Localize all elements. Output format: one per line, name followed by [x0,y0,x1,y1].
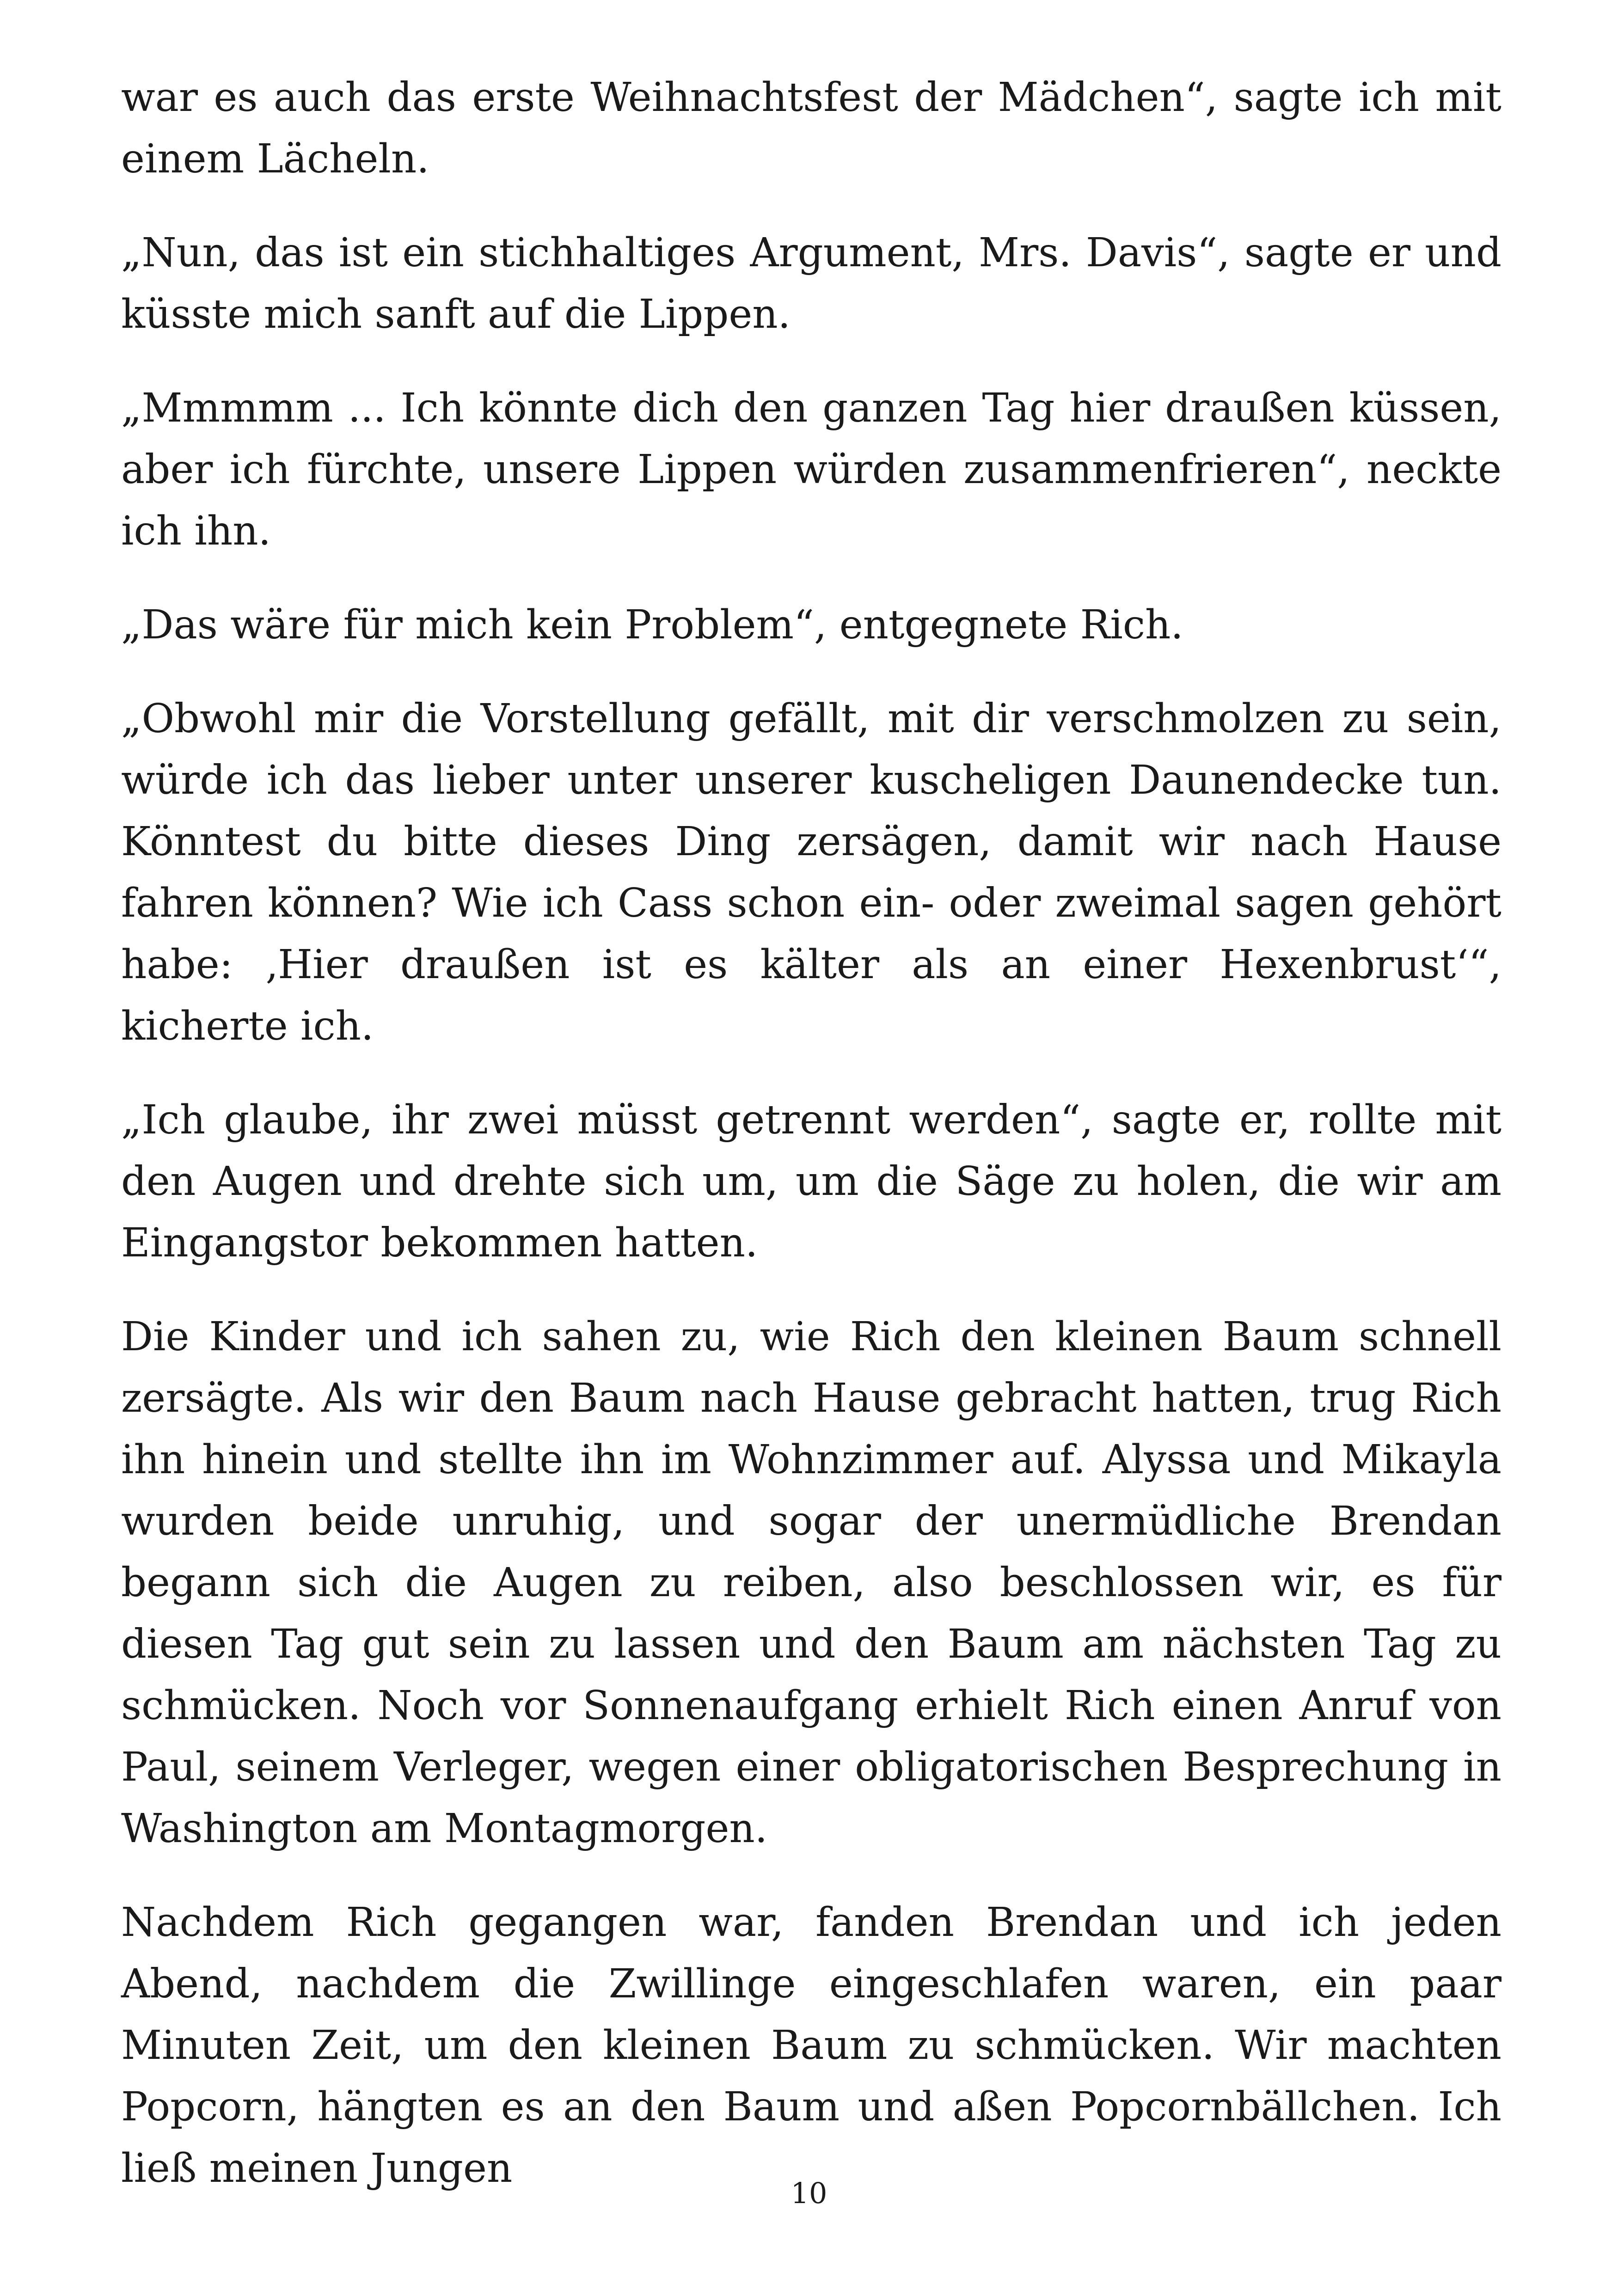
paragraph-4: „Das wäre für mich kein Problem“, entgegnete Rich. [121,602,1183,648]
paragraph-5: „Obwohl mir die Vorstellung gefällt, mit dir verschmolzen zu sein, würde ich das lieber unter unserer kuscheligen Daunendecke tun. Könntest du bitte dieses Ding zersägen, damit wir nach Hause fahren können? Wie ich Cass schon ein- oder zweimal sagen gehört habe: ‚Hier draußen ist es kälter als an einer Hexenbrust‘“, kicherte ich. [121,696,1502,1049]
page-number: 10 [791,2176,827,2210]
paragraph-2: „Nun, das ist ein stichhaltiges Argument, Mrs. Davis“, sagte er und küsste mich sanft auf die Lippen. [121,230,1502,337]
paragraph-8: Nachdem Rich gegangen war, fanden Brendan und ich jeden Abend, nachdem die Zwillinge eingeschlafen waren, ein paar Minuten Zeit, um den kleinen Baum zu schmücken. Wir machten Popcorn, hängten es an den Baum und aßen Popcornbällchen. Ich ließ meinen Jungen [121,1899,1502,2192]
paragraph-7: Die Kinder und ich sahen zu, wie Rich den kleinen Baum schnell zersägte. Als wir den Baum nach Hause gebracht hatten, trug Rich ihn hinein und stellte ihn im Wohnzimmer auf. Alyssa und Mikayla wurden beide unruhig, und sogar der unermüdliche Brendan begann sich die Augen zu reiben, also beschlossen wir, es für diesen Tag gut sein zu lassen und den Baum am nächsten Tag zu schmücken. Noch vor Sonnenaufgang erhielt Rich einen Anruf von Paul, seinem Verleger, wegen einer obligatorischen Besprechung in Washington am Montagmorgen. [121,1314,1502,1852]
body-text [121,67,1502,2232]
paragraph-1: war es auch das erste Weihnachtsfest der Mädchen“, sagte ich mit einem Lächeln. [121,74,1502,182]
paragraph-6: „Ich glaube, ihr zwei müsst getrennt werden“, sagte er, rollte mit den Augen und drehte sich um, um die Säge zu holen, die wir am Eingangstor bekommen hatten. [121,1097,1502,1266]
paragraph-3: „Mmmmm ... Ich könnte dich den ganzen Tag hier draußen küssen, aber ich fürchte, unsere Lippen würden zusammenfrieren“, neckte ich ihn. [121,385,1502,554]
